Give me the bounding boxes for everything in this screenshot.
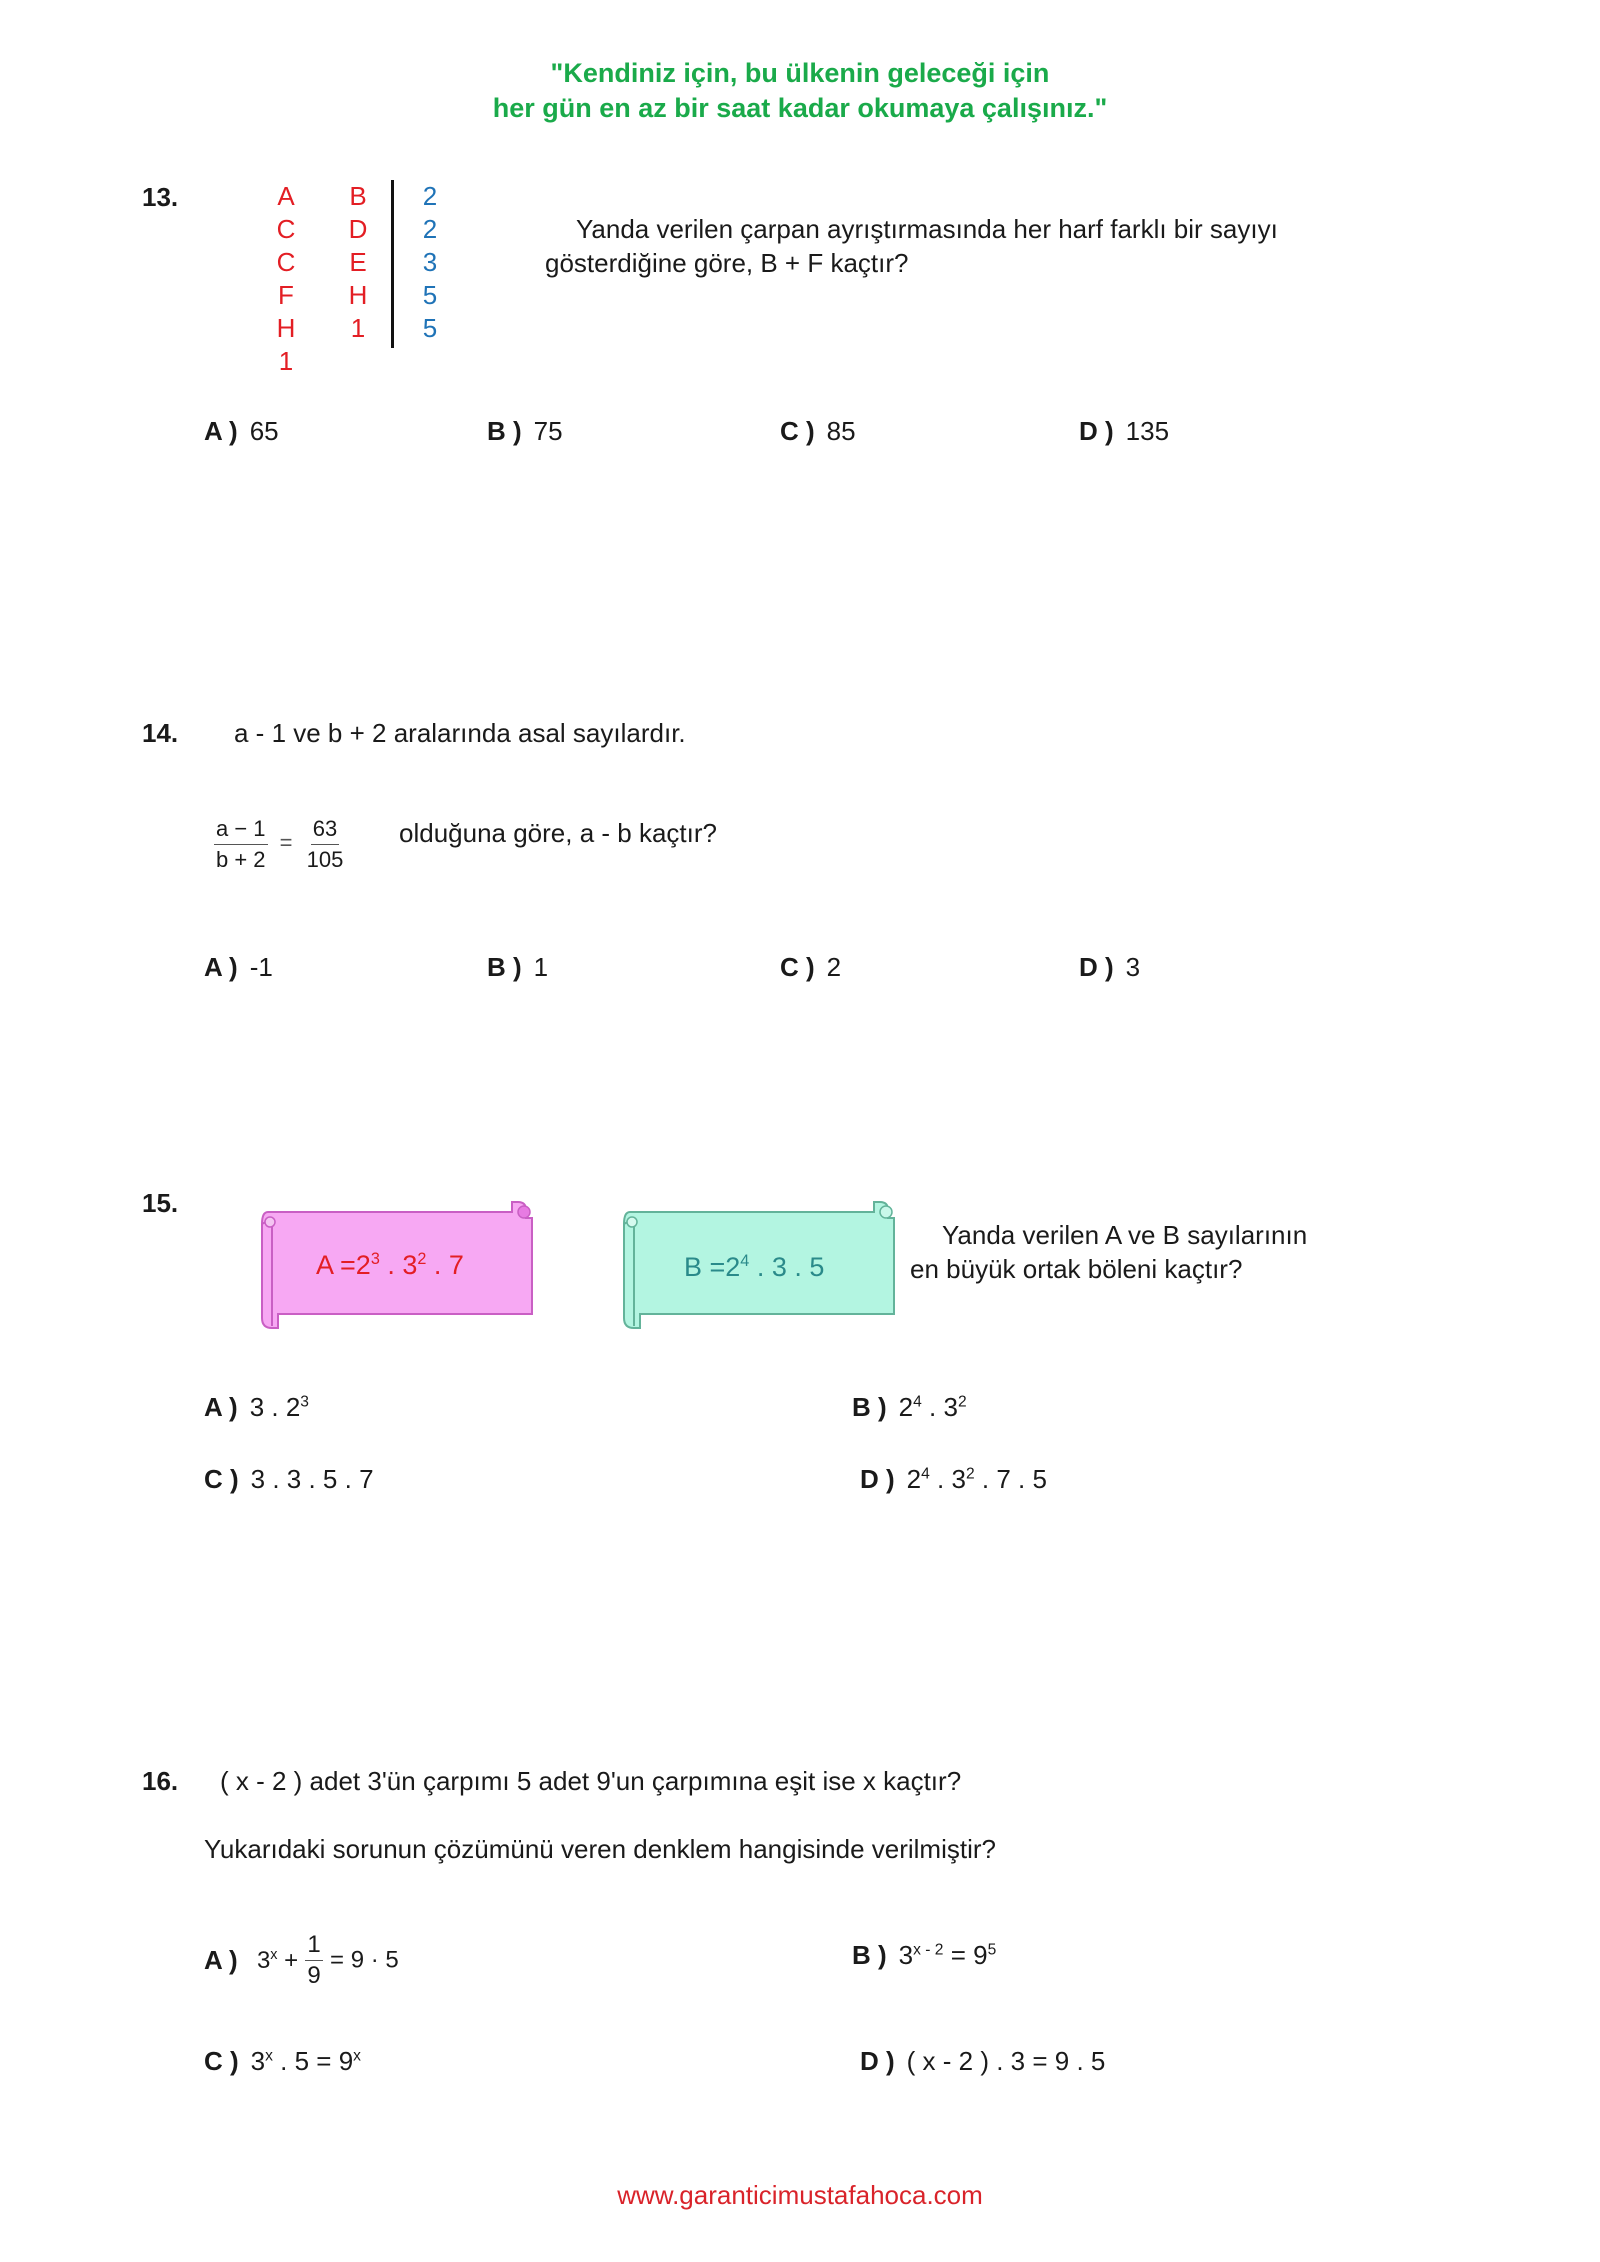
question-13-text-line-2: gösterdiğine göre, B + F kaçtır?: [545, 248, 909, 278]
option-value: 65: [249, 416, 279, 446]
option-a-fraction: [305, 1930, 322, 1991]
factor-cell: D: [348, 214, 368, 244]
option-part: 3 . 2: [249, 1392, 301, 1422]
option-exponent: 5: [987, 1941, 997, 1959]
box-b-base: B =2: [684, 1252, 741, 1282]
option-part: 2: [898, 1392, 914, 1422]
box-a-mid: . 3: [379, 1250, 418, 1280]
option-exponent: 4: [921, 1465, 930, 1483]
option-letter: A ): [204, 416, 238, 446]
fraction-numerator: 63: [311, 814, 339, 845]
q13-option-c[interactable]: [780, 416, 856, 447]
question-16-number: 16.: [142, 1766, 179, 1796]
option-letter: A ): [204, 952, 238, 982]
option-part: . 7 . 5: [974, 1464, 1047, 1494]
factor-col-2: [338, 180, 378, 345]
q14-equation: [214, 814, 345, 875]
divisor-cell: 5: [422, 280, 438, 310]
fraction-numerator: a − 1: [214, 814, 268, 845]
question-15-text-line-2: en büyük ortak böleni kaçtır?: [910, 1254, 1243, 1284]
option-part: 3: [898, 1940, 914, 1970]
divisor-cell: 2: [422, 214, 438, 244]
option-value: ( x - 2 ) . 3 = 9 . 5: [906, 2046, 1106, 2076]
option-letter: B ): [487, 416, 522, 446]
option-letter: D ): [860, 1464, 895, 1494]
scroll-box-a-text: [316, 1250, 464, 1281]
option-letter: D ): [1079, 416, 1114, 446]
option-value: 1: [533, 952, 549, 982]
box-a-base: A =2: [316, 1250, 371, 1280]
option-letter: C ): [780, 416, 815, 446]
factor-cell: A: [277, 181, 295, 211]
option-letter: B ): [852, 1940, 887, 1970]
option-letter: C ): [204, 1464, 239, 1494]
box-a-exponent: 2: [417, 1250, 427, 1268]
question-14-question: olduğuna göre, a - b kaçtır?: [399, 818, 717, 848]
question-14-statement: a - 1 ve b + 2 aralarında asal sayılardır.: [234, 718, 686, 748]
option-letter: A ): [204, 1392, 238, 1422]
option-exponent: 2: [957, 1393, 967, 1411]
option-letter: B ): [852, 1392, 887, 1422]
fraction-denominator: 105: [306, 847, 344, 872]
factor-cell: H: [348, 280, 368, 310]
question-15-text-line-1: Yanda verilen A ve B sayılarının: [942, 1220, 1308, 1250]
divisor-cell: 5: [422, 313, 438, 343]
option-a-expression: [257, 1947, 298, 1974]
footer-url[interactable]: www.garanticimustafahoca.com: [617, 2180, 983, 2210]
box-b-exponent: 4: [740, 1252, 750, 1270]
option-exponent: x: [270, 1946, 278, 1963]
box-b-end: . 3 . 5: [749, 1252, 825, 1282]
q15-option-c[interactable]: [204, 1464, 374, 1495]
question-13-text-line-1: Yanda verilen çarpan ayrıştırmasında her harf farklı bir sayıyı: [576, 214, 1278, 244]
motto-line-1: "Kendiniz için, bu ülkenin geleceği için: [550, 58, 1050, 88]
option-value: 75: [533, 416, 563, 446]
option-part: 2: [906, 1464, 922, 1494]
motto-line-2: her gün en az bir saat kadar okumaya çalışınız.": [492, 93, 1108, 123]
option-value: 3 . 3 . 5 . 7: [250, 1464, 374, 1494]
factor-cell: H: [276, 313, 296, 343]
factor-cell: E: [349, 247, 367, 277]
plus-sign: +: [284, 1946, 299, 1974]
q13-option-b[interactable]: [487, 416, 563, 447]
option-letter: C ): [204, 2046, 239, 2076]
option-letter: A ): [204, 1945, 238, 1975]
option-letter: C ): [780, 952, 815, 982]
question-15-number: 15.: [142, 1188, 179, 1218]
factor-divider-line: [391, 180, 394, 348]
option-letter: D ): [1079, 952, 1114, 982]
option-part: = 9: [943, 1940, 988, 1970]
question-16-question: Yukarıdaki sorunun çözümünü veren denklem hangisinde verilmiştir?: [204, 1834, 996, 1864]
option-part: . 3: [921, 1392, 958, 1422]
fraction-denominator: b + 2: [216, 847, 266, 872]
option-letter: D ): [860, 2046, 895, 2076]
q14-option-b[interactable]: [487, 952, 548, 983]
fraction-left: [214, 814, 268, 875]
q15-option-b[interactable]: [852, 1392, 967, 1423]
q13-option-d[interactable]: [1079, 416, 1169, 447]
equals-sign: =: [279, 830, 293, 856]
option-part: = 9 · 5: [330, 1946, 399, 1974]
factor-col-divisors: [410, 180, 450, 345]
q14-option-d[interactable]: [1079, 952, 1140, 983]
factor-cell: F: [278, 280, 294, 310]
question-16-statement: ( x - 2 ) adet 3'ün çarpımı 5 adet 9'un çarpımına eşit ise x kaçtır?: [220, 1766, 962, 1796]
option-part: . 3: [929, 1464, 966, 1494]
divisor-cell: 3: [422, 247, 438, 277]
factor-cell: C: [276, 247, 296, 277]
q15-option-a[interactable]: [204, 1392, 309, 1423]
option-value: 3: [1125, 952, 1141, 982]
option-value: 85: [826, 416, 856, 446]
option-part: . 5 = 9: [272, 2046, 354, 2076]
motto-header: [0, 56, 1600, 126]
box-a-exponent: 3: [370, 1250, 380, 1268]
q16-option-d[interactable]: [860, 2046, 1105, 2077]
option-exponent: 2: [965, 1465, 975, 1483]
q16-option-b[interactable]: [852, 1940, 996, 1971]
q16-option-c[interactable]: [204, 2046, 361, 2077]
scroll-box-b-text: [684, 1252, 824, 1283]
fraction-right: [305, 814, 346, 875]
option-exponent: x: [265, 2047, 273, 2065]
q14-option-c[interactable]: [780, 952, 841, 983]
option-exponent: x: [353, 2047, 361, 2065]
q15-option-d[interactable]: [860, 1464, 1047, 1495]
factor-cell: 1: [278, 346, 294, 376]
option-part: 3: [250, 2046, 266, 2076]
divisor-cell: 2: [422, 181, 438, 211]
option-exponent: x - 2: [913, 1941, 944, 1959]
question-14-number: 14.: [142, 718, 179, 748]
box-a-end: . 7: [426, 1250, 464, 1280]
factor-cell: 1: [350, 313, 366, 343]
q14-option-a[interactable]: [204, 952, 273, 983]
factor-cell: C: [276, 214, 296, 244]
factor-cell: B: [349, 181, 367, 211]
q13-option-a[interactable]: [204, 416, 279, 447]
question-13-number: 13.: [142, 182, 179, 212]
option-letter: B ): [487, 952, 522, 982]
option-part: 3: [256, 1946, 271, 1974]
option-value: 2: [826, 952, 842, 982]
fraction-denominator: 9: [307, 1962, 321, 1989]
option-exponent: 4: [913, 1393, 922, 1411]
q16-option-a[interactable]: [204, 1930, 399, 1991]
option-value: -1: [249, 952, 273, 982]
fraction-numerator: 1: [305, 1930, 322, 1961]
option-value: 135: [1125, 416, 1170, 446]
factor-col-1: [266, 180, 306, 378]
option-exponent: 3: [300, 1393, 309, 1411]
